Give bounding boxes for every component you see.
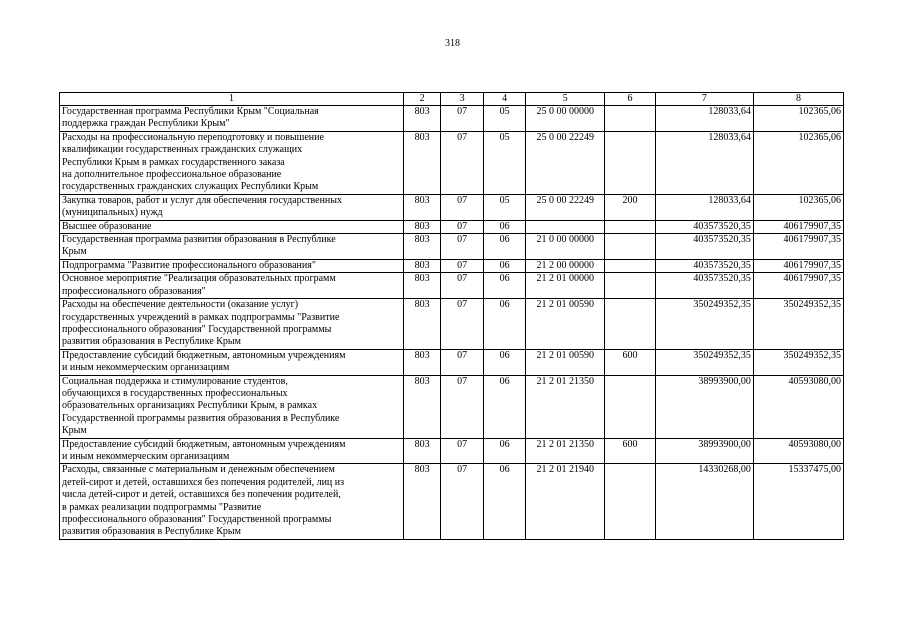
section-code: 07 (441, 349, 483, 375)
page-number: 318 (445, 38, 460, 49)
section-code: 07 (441, 194, 483, 220)
section-code: 07 (441, 464, 483, 539)
item-name: Расходы, связанные с материальным и денежным обеспечением детей-сирот и детей, оставшихся без попечения родителей, лиц из числа детей-сирот и детей, оставшихся без попечения родителей, в рамках реализации подпрограммы "Развитие профессионального образования" Государственной программы развития образования в Республике Крым (60, 464, 404, 539)
item-name: Закупка товаров, работ и услуг для обеспечения государственных (муниципальных) нужд (60, 194, 404, 220)
subsection-code: 06 (483, 375, 525, 438)
table-row (60, 131, 844, 194)
item-name: Расходы на профессиональную переподготовку и повышение квалификации государственных гражданских служащих Республики Крым в рамках государственного заказа на дополнительное профессиональное образование государственных гражданских служащих Республики Крым (60, 131, 404, 194)
department-code: 803 (403, 259, 440, 272)
amount-col-7: 350249352,35 (655, 299, 753, 350)
item-name: Государственная программа Республики Крым "Социальная поддержка граждан Республики Крым" (60, 106, 404, 132)
item-name: Высшее образование (60, 220, 404, 233)
expense-type-code (605, 299, 656, 350)
amount-col-7: 128033,64 (655, 194, 753, 220)
amount-col-7: 403573520,35 (655, 220, 753, 233)
header-row (60, 93, 844, 106)
amount-col-8: 406179907,35 (753, 234, 843, 260)
expense-type-code (605, 464, 656, 539)
amount-col-7: 128033,64 (655, 106, 753, 132)
amount-col-7: 38993900,00 (655, 438, 753, 464)
target-article-code: 21 2 01 21350 (526, 375, 605, 438)
subsection-code: 06 (483, 464, 525, 539)
department-code: 803 (403, 194, 440, 220)
subsection-code: 05 (483, 131, 525, 194)
amount-col-8: 406179907,35 (753, 220, 843, 233)
expense-type-code (605, 273, 656, 299)
department-code: 803 (403, 131, 440, 194)
expense-type-code (605, 234, 656, 260)
item-name: Предоставление субсидий бюджетным, автономным учреждениям и иным некоммерческим организациям (60, 349, 404, 375)
subsection-code: 06 (483, 299, 525, 350)
target-article-code: 21 2 01 21350 (526, 438, 605, 464)
target-article-code: 21 2 01 00590 (526, 299, 605, 350)
expense-type-code: 600 (605, 349, 656, 375)
amount-col-8: 406179907,35 (753, 259, 843, 272)
target-article-code: 21 2 01 00590 (526, 349, 605, 375)
table-row (60, 259, 844, 272)
target-article-code: 21 2 01 21940 (526, 464, 605, 539)
subsection-code: 05 (483, 106, 525, 132)
amount-col-7: 128033,64 (655, 131, 753, 194)
section-code: 07 (441, 375, 483, 438)
department-code: 803 (403, 375, 440, 438)
section-code: 07 (441, 259, 483, 272)
target-article-code: 21 2 00 00000 (526, 259, 605, 272)
amount-col-7: 38993900,00 (655, 375, 753, 438)
section-code: 07 (441, 106, 483, 132)
section-code: 07 (441, 273, 483, 299)
table-row (60, 234, 844, 260)
table-row (60, 375, 844, 438)
expense-type-code (605, 106, 656, 132)
target-article-code: 21 2 01 00000 (526, 273, 605, 299)
column-header: 3 (441, 93, 483, 106)
subsection-code: 05 (483, 194, 525, 220)
amount-col-8: 350249352,35 (753, 349, 843, 375)
column-header: 8 (753, 93, 843, 106)
amount-col-7: 14330268,00 (655, 464, 753, 539)
target-article-code (526, 220, 605, 233)
table-row (60, 464, 844, 539)
subsection-code: 06 (483, 234, 525, 260)
amount-col-7: 403573520,35 (655, 234, 753, 260)
section-code: 07 (441, 438, 483, 464)
amount-col-8: 406179907,35 (753, 273, 843, 299)
target-article-code: 25 0 00 00000 (526, 106, 605, 132)
target-article-code: 25 0 00 22249 (526, 131, 605, 194)
department-code: 803 (403, 438, 440, 464)
column-header: 5 (526, 93, 605, 106)
table-body (60, 106, 844, 540)
table-row (60, 299, 844, 350)
amount-col-8: 102365,06 (753, 106, 843, 132)
department-code: 803 (403, 106, 440, 132)
subsection-code: 06 (483, 349, 525, 375)
amount-col-7: 403573520,35 (655, 259, 753, 272)
column-header: 6 (605, 93, 656, 106)
subsection-code: 06 (483, 259, 525, 272)
expense-type-code (605, 220, 656, 233)
section-code: 07 (441, 220, 483, 233)
expense-type-code (605, 131, 656, 194)
amount-col-8: 15337475,00 (753, 464, 843, 539)
department-code: 803 (403, 273, 440, 299)
item-name: Социальная поддержка и стимулирование студентов, обучающихся в государственных профессиональных образовательных организациях Республики Крым, в рамках Государственной программы развития образования в Республике Крым (60, 375, 404, 438)
expense-type-code: 200 (605, 194, 656, 220)
amount-col-8: 102365,06 (753, 131, 843, 194)
table-row (60, 273, 844, 299)
target-article-code: 21 0 00 00000 (526, 234, 605, 260)
item-name: Государственная программа развития образования в Республике Крым (60, 234, 404, 260)
amount-col-8: 40593080,00 (753, 438, 843, 464)
section-code: 07 (441, 234, 483, 260)
expense-type-code: 600 (605, 438, 656, 464)
department-code: 803 (403, 349, 440, 375)
expense-type-code (605, 259, 656, 272)
expense-type-code (605, 375, 656, 438)
item-name: Предоставление субсидий бюджетным, автономным учреждениям и иным некоммерческим организациям (60, 438, 404, 464)
amount-col-8: 40593080,00 (753, 375, 843, 438)
subsection-code: 06 (483, 220, 525, 233)
amount-col-7: 403573520,35 (655, 273, 753, 299)
column-header: 4 (483, 93, 525, 106)
amount-col-7: 350249352,35 (655, 349, 753, 375)
column-header: 7 (655, 93, 753, 106)
item-name: Подпрограмма "Развитие профессионального образования" (60, 259, 404, 272)
target-article-code: 25 0 00 22249 (526, 194, 605, 220)
amount-col-8: 102365,06 (753, 194, 843, 220)
item-name: Расходы на обеспечение деятельности (оказание услуг) государственных учреждений в рамках подпрограммы "Развитие профессионального образования" Государственной программы развития образования в Республике Крым (60, 299, 404, 350)
section-code: 07 (441, 299, 483, 350)
item-name: Основное мероприятие "Реализация образовательных программ профессионального образования" (60, 273, 404, 299)
subsection-code: 06 (483, 438, 525, 464)
department-code: 803 (403, 299, 440, 350)
table-row (60, 106, 844, 132)
subsection-code: 06 (483, 273, 525, 299)
amount-col-8: 350249352,35 (753, 299, 843, 350)
table-row (60, 438, 844, 464)
table-row (60, 349, 844, 375)
department-code: 803 (403, 234, 440, 260)
department-code: 803 (403, 464, 440, 539)
budget-table (59, 92, 844, 540)
table-row (60, 220, 844, 233)
column-header: 2 (403, 93, 440, 106)
department-code: 803 (403, 220, 440, 233)
section-code: 07 (441, 131, 483, 194)
column-header: 1 (60, 93, 404, 106)
table-row (60, 194, 844, 220)
